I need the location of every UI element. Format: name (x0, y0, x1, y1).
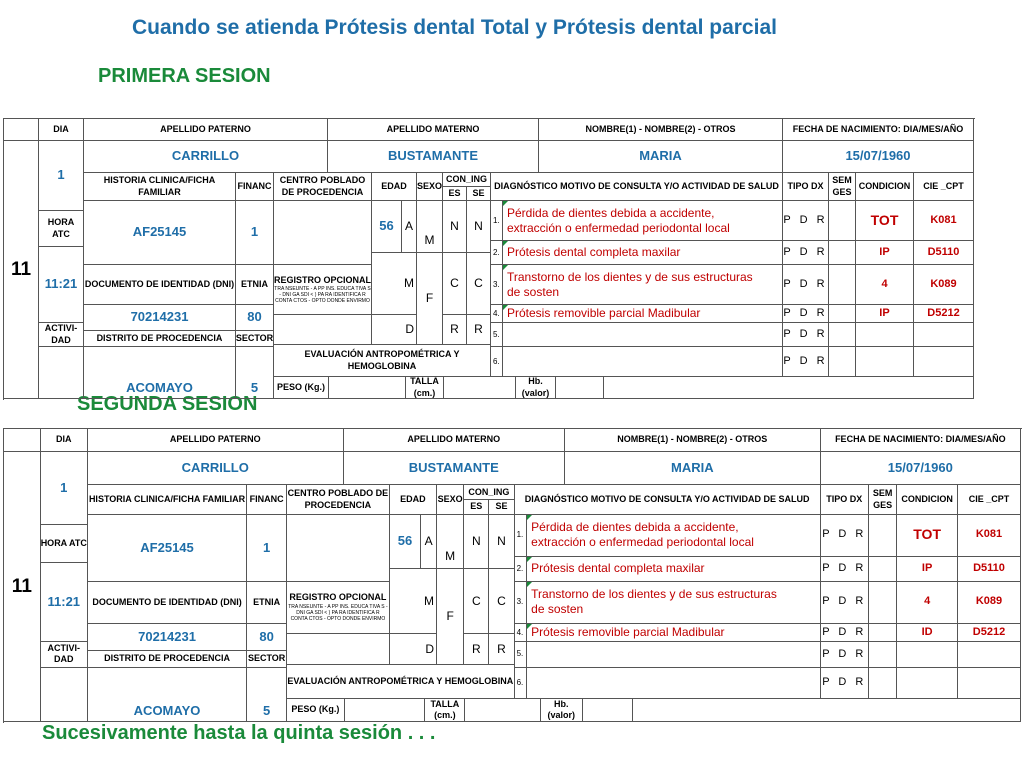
sexo-f-value[interactable]: F (417, 253, 443, 345)
etnia-value[interactable]: 80 (247, 624, 287, 651)
diag-num: 1. (515, 515, 528, 557)
diag-text[interactable] (503, 323, 783, 347)
diag-num: 2. (515, 557, 528, 582)
diag-text[interactable] (503, 347, 783, 377)
sexo-m-value[interactable]: M (417, 201, 443, 253)
header-tipo-dx: TIPO DX (783, 173, 829, 201)
sem-ges-value[interactable] (829, 305, 856, 323)
diag-num: 5. (491, 323, 503, 347)
tipo-dx-value[interactable]: P D R (783, 241, 829, 265)
cie-value[interactable] (958, 668, 1021, 699)
sem-ges-value[interactable] (869, 557, 897, 582)
con-es-r[interactable]: R (443, 315, 467, 345)
diag-text-line-a: Transtorno de los dientes y de sus estructuras (531, 587, 777, 602)
tipo-dx-value[interactable]: P D R (783, 201, 829, 241)
tipo-dx-value[interactable]: P D R (821, 515, 869, 557)
diag-text[interactable] (527, 557, 821, 582)
diag-text-line-a: Prótesis dental completa maxilar (531, 561, 705, 576)
comment-marker-icon (503, 265, 508, 270)
header-financ: FINANC (236, 173, 274, 201)
header-sem-ges: SEM GES (829, 173, 856, 201)
comment-marker-icon (527, 557, 532, 562)
tipo-dx-value[interactable]: P D R (783, 305, 829, 323)
hora-value[interactable]: 11:21 (39, 247, 84, 323)
header-evaluacion: EVALUACIÓN ANTROPOMÉTRICA Y HEMOGLOBINA (287, 665, 515, 698)
header-apellido-materno: APELLIDO MATERNO (328, 119, 539, 141)
header-sem-ges: SEM GES (869, 485, 897, 514)
peso-value[interactable] (329, 377, 406, 399)
cie-value[interactable]: D5212 (914, 305, 974, 323)
diag-text-line-b: extracción o enfermedad periodontal local (507, 220, 730, 235)
sector-value[interactable]: 5 (236, 347, 274, 399)
m-letter[interactable]: M (390, 569, 437, 634)
condicion-value[interactable] (897, 668, 958, 699)
condicion-value[interactable]: IP (897, 557, 958, 582)
header-cie-cpt: CIE _CPT (958, 485, 1021, 514)
corner-cell (4, 119, 39, 141)
con-se-r[interactable]: R (489, 634, 514, 665)
comment-marker-icon (503, 305, 508, 310)
con-es-value[interactable]: N (464, 515, 489, 569)
financ-value[interactable]: 1 (236, 201, 274, 265)
cie-value[interactable]: K081 (958, 515, 1021, 557)
header-con-ing: CON_ING (464, 485, 514, 500)
apellido-paterno-value[interactable]: CARRILLO (84, 141, 328, 173)
header-dia: DIA (39, 119, 84, 141)
dni-value[interactable]: 70214231 (84, 305, 236, 331)
diag-text[interactable] (503, 305, 783, 323)
registro-opcional-label: REGISTRO OPCIONAL (274, 274, 372, 285)
diag-text-line-a: Prótesis removible parcial Madibular (507, 306, 701, 320)
blank-cell (604, 377, 974, 399)
sem-ges-value[interactable] (829, 265, 856, 305)
header-historia: HISTORIA CLINICA/FICHA FAMILIAR (84, 173, 236, 201)
day-value[interactable]: 11 (4, 141, 39, 399)
diag-text-line-a: Prótesis dental completa maxilar (507, 245, 681, 259)
header-sector: SECTOR (236, 331, 274, 347)
edad-value[interactable]: 56 (390, 515, 421, 569)
patient-count[interactable]: 1 (41, 452, 88, 525)
tipo-dx-value[interactable]: P D R (821, 557, 869, 582)
header-distrito: DISTRITO DE PROCEDENCIA (88, 651, 247, 668)
condicion-value[interactable]: 4 (897, 582, 958, 624)
talla-value[interactable] (444, 377, 516, 399)
condicion-value[interactable]: TOT (856, 201, 914, 241)
header-fecha-nacimiento: FECHA DE NACIMIENTO: DIA/MES/AÑO (821, 429, 1021, 452)
diag-text[interactable] (527, 642, 821, 667)
day-value[interactable]: 11 (4, 452, 41, 722)
fecha-nacimiento-value[interactable]: 15/07/1960 (783, 141, 974, 173)
header-talla: TALLA (cm.) (406, 377, 444, 399)
fecha-nacimiento-value[interactable]: 15/07/1960 (821, 452, 1021, 485)
header-edad: EDAD (390, 485, 437, 514)
diag-text-line-b: extracción o enfermedad periodontal local (531, 535, 754, 550)
header-distrito: DISTRITO DE PROCEDENCIA (84, 331, 236, 347)
financ-value[interactable]: 1 (247, 515, 287, 582)
sexo-m-value[interactable]: M (437, 515, 464, 569)
diag-text[interactable] (503, 265, 783, 305)
tipo-dx-value[interactable]: P D R (821, 642, 869, 667)
header-sexo: SEXO (437, 485, 464, 514)
con-se-r[interactable]: R (467, 315, 491, 345)
diag-num: 5. (515, 642, 528, 667)
diag-text-line-a: Prótesis removible parcial Madibular (531, 625, 725, 639)
session-2-form (3, 428, 1022, 723)
header-tipo-dx: TIPO DX (821, 485, 869, 514)
corner-cell (4, 429, 41, 452)
header-etnia: ETNIA (236, 265, 274, 305)
nombre-value[interactable]: MARIA (565, 452, 821, 485)
blank-cell (633, 699, 1021, 722)
header-actividad: ACTIVI- DAD (39, 323, 84, 347)
diag-text-line-b: de sosten (507, 284, 560, 299)
apellido-paterno-value[interactable]: CARRILLO (88, 452, 344, 485)
edad-value[interactable]: 56 (372, 201, 402, 253)
cie-value[interactable]: D5212 (958, 624, 1021, 643)
diag-num: 4. (491, 305, 503, 323)
registro-opcional-value[interactable] (274, 315, 372, 345)
condicion-value[interactable]: ID (897, 624, 958, 643)
d-letter[interactable]: D (390, 634, 437, 665)
header-condicion: CONDICION (897, 485, 958, 514)
session-1-title: PRIMERA SESION (98, 65, 271, 87)
historia-value[interactable]: AF25145 (84, 201, 236, 265)
diag-text[interactable] (527, 582, 821, 624)
m-letter[interactable]: M (372, 253, 417, 315)
diag-num: 6. (491, 347, 503, 377)
diag-text[interactable] (527, 515, 821, 557)
header-hora: HORA ATC (41, 525, 88, 563)
condicion-value[interactable]: IP (856, 241, 914, 265)
hora-value[interactable]: 11:21 (41, 563, 88, 643)
comment-marker-icon (503, 241, 508, 246)
header-diagnostico: DIAGNÓSTICO MOTIVO DE CONSULTA Y/O ACTIVIDAD DE SALUD (491, 173, 783, 201)
condicion-value[interactable] (897, 642, 958, 667)
diag-num: 3. (515, 582, 528, 624)
cie-value[interactable] (958, 642, 1021, 667)
diag-text[interactable] (503, 241, 783, 265)
header-actividad: ACTIVI- DAD (41, 642, 88, 667)
condicion-value[interactable] (856, 347, 914, 377)
header-fecha-nacimiento: FECHA DE NACIMIENTO: DIA/MES/AÑO (783, 119, 974, 141)
header-cie-cpt: CIE _CPT (914, 173, 974, 201)
nombre-value[interactable]: MARIA (539, 141, 783, 173)
header-dia: DIA (41, 429, 88, 452)
header-sector: SECTOR (247, 651, 287, 668)
cie-value[interactable]: K089 (914, 265, 974, 305)
con-se-c[interactable]: C (467, 253, 491, 315)
header-sexo: SEXO (417, 173, 443, 201)
diag-text-line-a: Transtorno de los dientes y de sus estructuras (507, 269, 753, 284)
condicion-value[interactable]: 4 (856, 265, 914, 305)
header-se: SE (467, 187, 491, 201)
condicion-value[interactable]: IP (856, 305, 914, 323)
cie-value[interactable]: D5110 (958, 557, 1021, 582)
header-nombres: NOMBRE(1) - NOMBRE(2) - OTROS (565, 429, 821, 452)
con-es-r[interactable]: R (464, 634, 489, 665)
comment-marker-icon (503, 201, 508, 206)
sexo-f-value[interactable]: F (437, 569, 464, 665)
diag-num: 4. (515, 624, 528, 643)
header-con-ing: CON_ING (443, 173, 491, 187)
etnia-value[interactable]: 80 (236, 305, 274, 331)
diag-text-line-b: de sosten (531, 602, 584, 617)
condicion-value[interactable] (856, 323, 914, 347)
registro-opcional-note: TRA NSEUNTE - A PP INS. EDUCA TIVA S - DNI GA SDI < ) PA RA IDENTIFICA R CONTA CTOS - OPTO DONDE ENVIRMO (274, 285, 371, 305)
diag-text[interactable] (527, 668, 821, 699)
header-talla: TALLA (cm.) (425, 699, 465, 722)
apellido-materno-value[interactable]: BUSTAMANTE (344, 452, 565, 485)
peso-value[interactable] (345, 699, 426, 722)
diag-text-line-a: Pérdida de dientes debida a accidente, (507, 205, 715, 220)
tipo-dx-value[interactable]: P D R (821, 668, 869, 699)
header-centro-poblado: CENTRO POBLADO DE PROCEDENCIA (274, 173, 372, 201)
tipo-dx-value[interactable]: P D R (821, 582, 869, 624)
session-2-title: SEGUNDA SESION (77, 393, 258, 415)
header-peso: PESO (Kg.) (274, 377, 329, 399)
con-es-c[interactable]: C (443, 253, 467, 315)
header-edad: EDAD (372, 173, 417, 201)
header-registro-opcional (287, 582, 390, 634)
tipo-dx-value[interactable]: P D R (821, 624, 869, 643)
actividad-value[interactable] (41, 668, 88, 722)
d-letter[interactable]: D (372, 315, 417, 345)
sem-ges-value[interactable] (829, 347, 856, 377)
con-se-value[interactable]: N (467, 201, 491, 253)
con-se-value[interactable]: N (489, 515, 514, 569)
header-etnia: ETNIA (247, 582, 287, 624)
con-es-c[interactable]: C (464, 569, 489, 634)
distrito-value[interactable]: ACOMAYO (84, 347, 236, 399)
header-condicion: CONDICION (856, 173, 914, 201)
actividad-value[interactable] (39, 347, 84, 399)
sem-ges-value[interactable] (829, 323, 856, 347)
header-apellido-paterno: APELLIDO PATERNO (84, 119, 328, 141)
footer-note: Sucesivamente hasta la quinta sesión . . . (42, 722, 436, 744)
tipo-dx-value[interactable]: P D R (783, 265, 829, 305)
hb-value[interactable] (583, 699, 633, 722)
cie-value[interactable]: K081 (914, 201, 974, 241)
registro-opcional-note: TRA NSEUNTE - A PP INS. EDUCA TIVA S - DNI GA SDI < ) PA RA IDENTIFICA R CONTA CTOS - OPTO DONDE ENVIRMO (288, 603, 388, 623)
header-evaluacion: EVALUACIÓN ANTROPOMÉTRICA Y HEMOGLOBINA (274, 345, 491, 377)
header-historia: HISTORIA CLINICA/FICHA FAMILIAR (88, 485, 247, 514)
header-se: SE (489, 500, 514, 515)
header-centro-poblado: CENTRO POBLADO DE PROCEDENCIA (287, 485, 390, 514)
comment-marker-icon (527, 582, 532, 587)
distrito-value[interactable]: ACOMAYO (88, 668, 247, 722)
header-apellido-paterno: APELLIDO PATERNO (88, 429, 344, 452)
tipo-dx-value[interactable]: P D R (783, 347, 829, 377)
header-nombres: NOMBRE(1) - NOMBRE(2) - OTROS (539, 119, 783, 141)
sector-value[interactable]: 5 (247, 668, 287, 722)
header-apellido-materno: APELLIDO MATERNO (344, 429, 565, 452)
patient-count[interactable]: 1 (39, 141, 84, 211)
diag-num: 2. (491, 241, 503, 265)
page-title: Cuando se atienda Prótesis dental Total y Prótesis dental parcial (132, 16, 777, 39)
apellido-materno-value[interactable]: BUSTAMANTE (328, 141, 539, 173)
talla-value[interactable] (465, 699, 540, 722)
header-hora: HORA ATC (39, 211, 84, 247)
sem-ges-value[interactable] (869, 515, 897, 557)
header-documento: DOCUMENTO DE IDENTIDAD (DNI) (84, 265, 236, 305)
sem-ges-value[interactable] (869, 642, 897, 667)
edad-unit[interactable]: A (421, 515, 437, 569)
centro-poblado-value[interactable] (287, 515, 390, 582)
condicion-value[interactable]: TOT (897, 515, 958, 557)
registro-opcional-label: REGISTRO OPCIONAL (289, 592, 387, 603)
header-hb: Hb. (valor) (541, 699, 583, 722)
edad-unit[interactable]: A (402, 201, 417, 253)
cie-value[interactable] (914, 347, 974, 377)
comment-marker-icon (527, 515, 532, 520)
header-diagnostico: DIAGNÓSTICO MOTIVO DE CONSULTA Y/O ACTIVIDAD DE SALUD (515, 485, 821, 514)
diag-text-line-a: Pérdida de dientes debida a accidente, (531, 520, 739, 535)
centro-poblado-value[interactable] (274, 201, 372, 265)
header-financ: FINANC (247, 485, 287, 514)
registro-opcional-value[interactable] (287, 634, 390, 665)
diag-num: 3. (491, 265, 503, 305)
header-documento: DOCUMENTO DE IDENTIDAD (DNI) (88, 582, 247, 624)
sem-ges-value[interactable] (869, 624, 897, 643)
cie-value[interactable]: K089 (958, 582, 1021, 624)
diag-text[interactable] (527, 624, 821, 643)
tipo-dx-value[interactable]: P D R (783, 323, 829, 347)
sem-ges-value[interactable] (829, 241, 856, 265)
session-1-form (3, 118, 975, 400)
header-es: ES (443, 187, 467, 201)
cie-value[interactable]: D5110 (914, 241, 974, 265)
hb-value[interactable] (556, 377, 604, 399)
cie-value[interactable] (914, 323, 974, 347)
con-es-value[interactable]: N (443, 201, 467, 253)
header-peso: PESO (Kg.) (287, 699, 345, 722)
sem-ges-value[interactable] (829, 201, 856, 241)
header-registro-opcional (274, 265, 372, 315)
header-hb: Hb. (valor) (516, 377, 556, 399)
historia-value[interactable]: AF25145 (88, 515, 247, 582)
diag-text[interactable] (503, 201, 783, 241)
diag-num: 6. (515, 668, 528, 699)
comment-marker-icon (527, 624, 532, 629)
con-se-c[interactable]: C (489, 569, 514, 634)
dni-value[interactable]: 70214231 (88, 624, 247, 651)
diag-num: 1. (491, 201, 503, 241)
sem-ges-value[interactable] (869, 668, 897, 699)
sem-ges-value[interactable] (869, 582, 897, 624)
header-es: ES (464, 500, 489, 515)
